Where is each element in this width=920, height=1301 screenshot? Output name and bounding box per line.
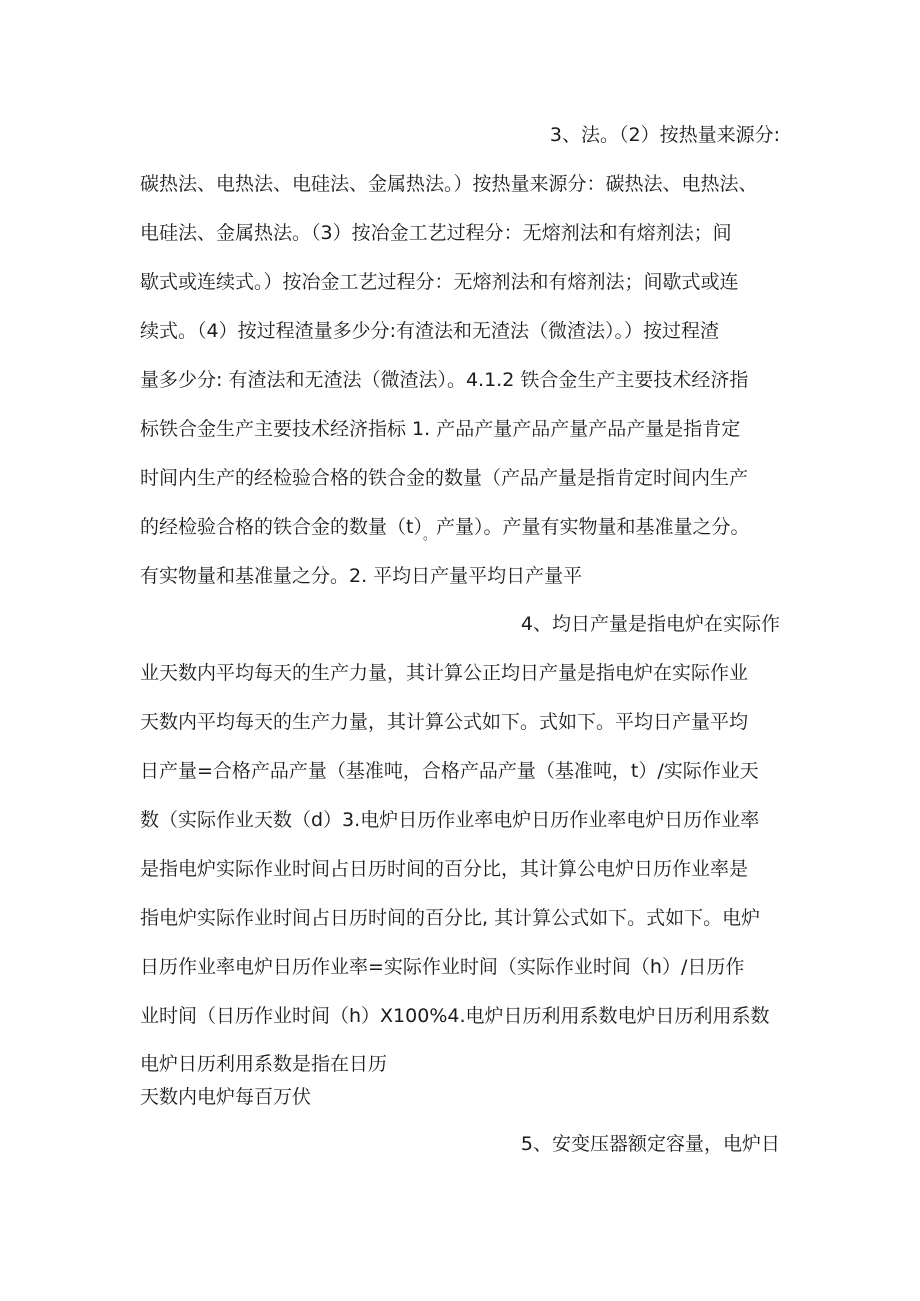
subscript-mark: 。	[422, 528, 436, 543]
text-segment-a: 的经检验合格的铁合金的数量（t）	[140, 516, 423, 538]
text-line-12: 业天数内平均每天的生产力量，其计算公正均日产量是指电炉在实际作业	[140, 662, 749, 684]
text-line-5: 续式。（4）按过程渣量多少分:有渣法和无渣法（微渣法）。）按过程渣	[140, 320, 719, 342]
text-line-13: 天数内平均每天的生产力量，其计算公式如下。式如下。平均日产量平均	[140, 711, 749, 733]
text-line-9	[140, 515, 790, 548]
text-line-6: 量多少分: 有渣法和无渣法（微渣法）。4.1.2 铁合金生产主要技术经济指	[140, 369, 749, 391]
text-line-18: 日历作业率电炉日历作业率=实际作业时间（实际作业时间（h）/日历作	[140, 956, 745, 978]
text-segment-b: 产量）。产量有实物量和基准量之分。	[435, 516, 750, 538]
text-line-10: 有实物量和基准量之分。2. 平均日产量平均日产量平	[140, 565, 583, 587]
text-line-3: 电硅法、金属热法。（3）按冶金工艺过程分：无熔剂法和有熔剂法；间	[140, 222, 732, 244]
text-line-7: 标铁合金生产主要技术经济指标 1. 产品产量产品产量产品产量是指肯定	[140, 418, 741, 440]
text-line-2: 碳热法、电热法、电硅法、金属热法。）按热量来源分：碳热法、电热法、	[140, 173, 758, 195]
text-line-1: 3、法。（2）按热量来源分:	[549, 124, 780, 146]
text-line-21: 天数内电炉每百万伏	[140, 1086, 312, 1108]
text-line-20: 电炉日历利用系数是指在日历	[140, 1053, 388, 1075]
text-line-16: 是指电炉实际作业时间占日历时间的百分比，其计算公电炉日历作业率是	[140, 858, 749, 880]
text-line-22: 5、安变压器额定容量，电炉日	[520, 1133, 780, 1155]
text-line-17: 指电炉实际作业时间占日历时间的百分比, 其计算公式如下。式如下。电炉	[140, 907, 761, 929]
text-line-8: 时间内生产的经检验合格的铁合金的数量（产品产量是指肯定时间内生产	[140, 467, 749, 489]
text-line-19: 业时间（日历作业时间（h）X100%4.电炉日历利用系数电炉日历利用系数	[140, 1005, 770, 1027]
text-line-14: 日产量=合格产品产量（基准吨，合格产品产量（基准吨，t）/实际作业天	[140, 760, 759, 782]
text-line-11: 4、均日产量是指电炉在实际作	[520, 613, 780, 635]
text-line-4: 歇式或连续式。）按冶金工艺过程分：无熔剂法和有熔剂法；间歇式或连	[140, 271, 739, 293]
text-line-15: 数（实际作业天数（d）3.电炉日历作业率电炉日历作业率电炉日历作业率	[140, 809, 760, 831]
